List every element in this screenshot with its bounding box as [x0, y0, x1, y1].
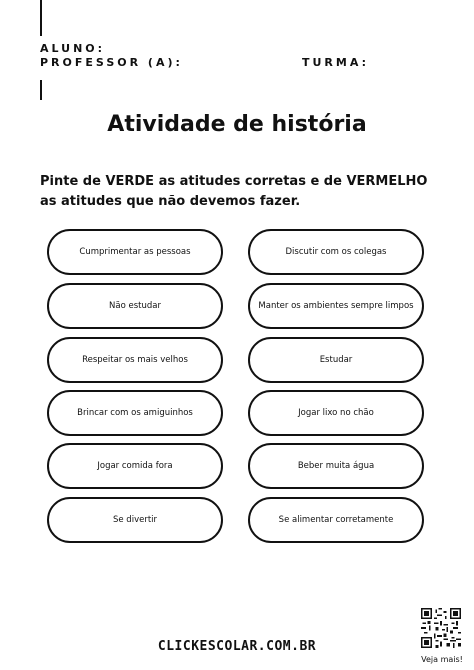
attitude-box[interactable]: Cumprimentar as pessoas: [47, 229, 223, 275]
attitude-box[interactable]: Jogar comida fora: [47, 443, 223, 489]
decorative-bar-top: [40, 0, 42, 36]
qr-code-icon[interactable]: [421, 608, 461, 648]
professor-label: PROFESSOR (A):: [40, 56, 183, 69]
attitude-box[interactable]: Jogar lixo no chão: [248, 390, 424, 436]
attitude-box[interactable]: Não estudar: [47, 283, 223, 329]
attitude-box[interactable]: Discutir com os colegas: [248, 229, 424, 275]
qr-caption: Veja mais!: [421, 655, 463, 664]
page-title: Atividade de história: [107, 112, 367, 137]
turma-label: TURMA:: [302, 56, 369, 69]
attitude-box[interactable]: Se alimentar corretamente: [248, 497, 424, 543]
instructions-text: Pinte de VERDE as atitudes corretas e de VERMELHO as atitudes que não devemos fazer.: [40, 174, 428, 209]
attitude-box[interactable]: Respeitar os mais velhos: [47, 337, 223, 383]
attitude-box[interactable]: Brincar com os amiguinhos: [47, 390, 223, 436]
attitude-box[interactable]: Beber muita água: [248, 443, 424, 489]
attitude-box[interactable]: Manter os ambientes sempre limpos: [248, 283, 424, 329]
footer-website: CLICKESCOLAR.COM.BR: [157, 639, 317, 654]
decorative-bar-middle: [40, 80, 42, 100]
attitude-box[interactable]: Estudar: [248, 337, 424, 383]
aluno-label: ALUNO:: [40, 42, 106, 55]
attitude-box[interactable]: Se divertir: [47, 497, 223, 543]
